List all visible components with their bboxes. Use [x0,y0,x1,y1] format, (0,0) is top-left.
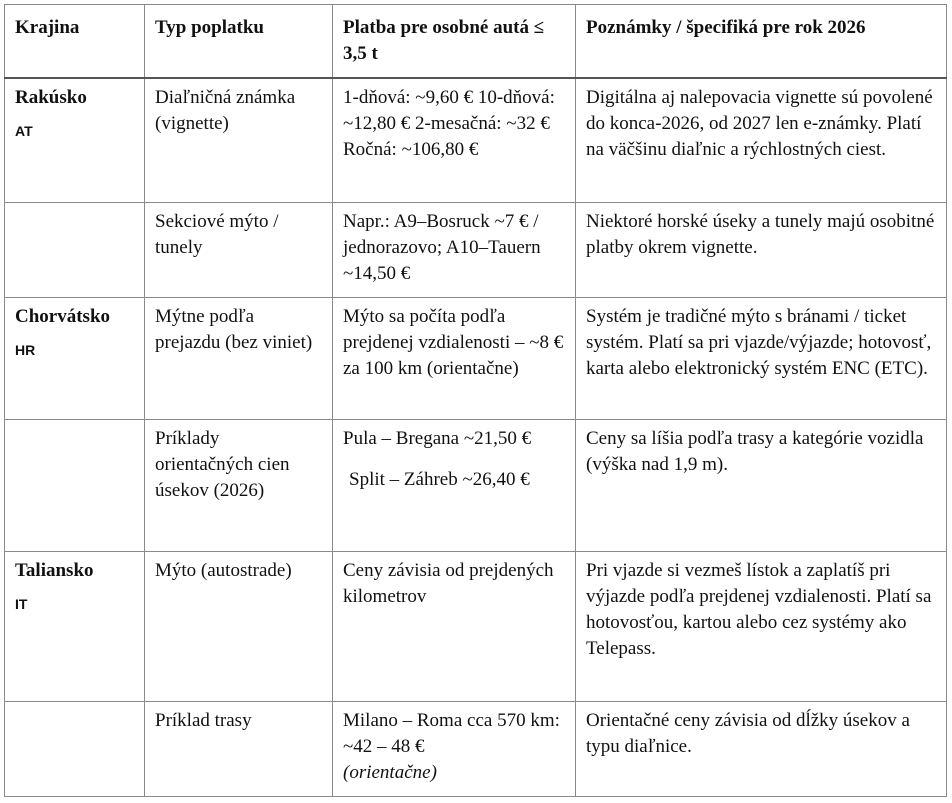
price-route-note: (orientačne) [343,761,437,783]
header-fee-type: Typ poplatku [145,5,333,79]
price-cell: Napr.: A9–Bosruck ~7 € / jednorazovo; A10–Tauern ~14,50 € [333,202,576,297]
fee-type-cell: Diaľničná známka (vignette) [145,78,333,202]
price-cell [333,419,576,551]
fee-type-cell: Príklad trasy [145,701,333,796]
price-cell: Mýto sa počíta podľa prejdenej vzdialenosti – ~8 € za 100 km (orientačne) [333,297,576,419]
fee-type-cell: Mýto (autostrade) [145,551,333,701]
country-cell-empty [5,419,145,551]
table-row [5,202,947,297]
fee-type-cell: Mýtne podľa prejazdu (bez viniet) [145,297,333,419]
notes-cell: Systém je tradičné mýto s bránami / ticket systém. Platí sa pri vjazde/výjazde; hotovosť, karta alebo elektronický systém ENC (ETC). [576,297,947,419]
table-row [5,701,947,796]
notes-cell: Ceny sa líšia podľa trasy a kategórie vozidla (výška nad 1,9 m). [576,419,947,551]
country-cell [5,297,145,419]
header-price: Platba pre osobné autá ≤ 3,5 t [333,5,576,79]
country-name: Taliansko [15,559,94,581]
country-cell [5,551,145,701]
country-code: IT [15,595,28,612]
country-code: HR [15,341,36,358]
notes-cell: Digitálna aj nalepovacia vignette sú povolené do konca-2026, od 2027 len e-známky. Platí na väčšinu diaľnic a rýchlostných ciest. [576,78,947,202]
fee-type-cell: Sekciové mýto / tunely [145,202,333,297]
country-name: Rakúsko [15,87,87,108]
notes-cell: Niektoré horské úseky a tunely majú osobitné platby okrem vignette. [576,202,947,297]
country-cell-empty [5,202,145,297]
toll-fees-table [4,4,947,797]
country-cell-empty [5,701,145,796]
table-row [5,297,947,419]
country-name: Chorvátsko [15,305,111,327]
table-row [5,78,947,202]
notes-cell: Pri vjazde si vezmeš lístok a zaplatíš pri výjazde podľa prejdenej vzdialenosti. Platí sa hotovosťou, kartou alebo cez systémy ako Telepass. [576,551,947,701]
country-cell [5,78,145,202]
table-header-row [5,5,947,79]
price-example-line: Pula – Bregana ~21,50 € [343,427,532,449]
header-country: Krajina [5,5,145,79]
price-cell: 1-dňová: ~9,60 € 10-dňová: ~12,80 € 2-mesačná: ~32 € Ročná: ~106,80 € [333,78,576,202]
price-route-text: Milano – Roma cca 570 km: ~42 – 48 € [343,709,560,757]
fee-type-cell: Príklady orientačných cien úsekov (2026) [145,419,333,551]
header-notes: Poznámky / špecifiká pre rok 2026 [576,5,947,79]
price-cell: Ceny závisia od prejdených kilometrov [333,551,576,701]
price-example-line: Split – Záhreb ~26,40 € [349,468,530,490]
table-row [5,551,947,701]
table-row [5,419,947,551]
country-code: AT [15,123,33,139]
notes-cell: Orientačné ceny závisia od dĺžky úsekov a typu diaľnice. [576,701,947,796]
price-cell [333,701,576,796]
